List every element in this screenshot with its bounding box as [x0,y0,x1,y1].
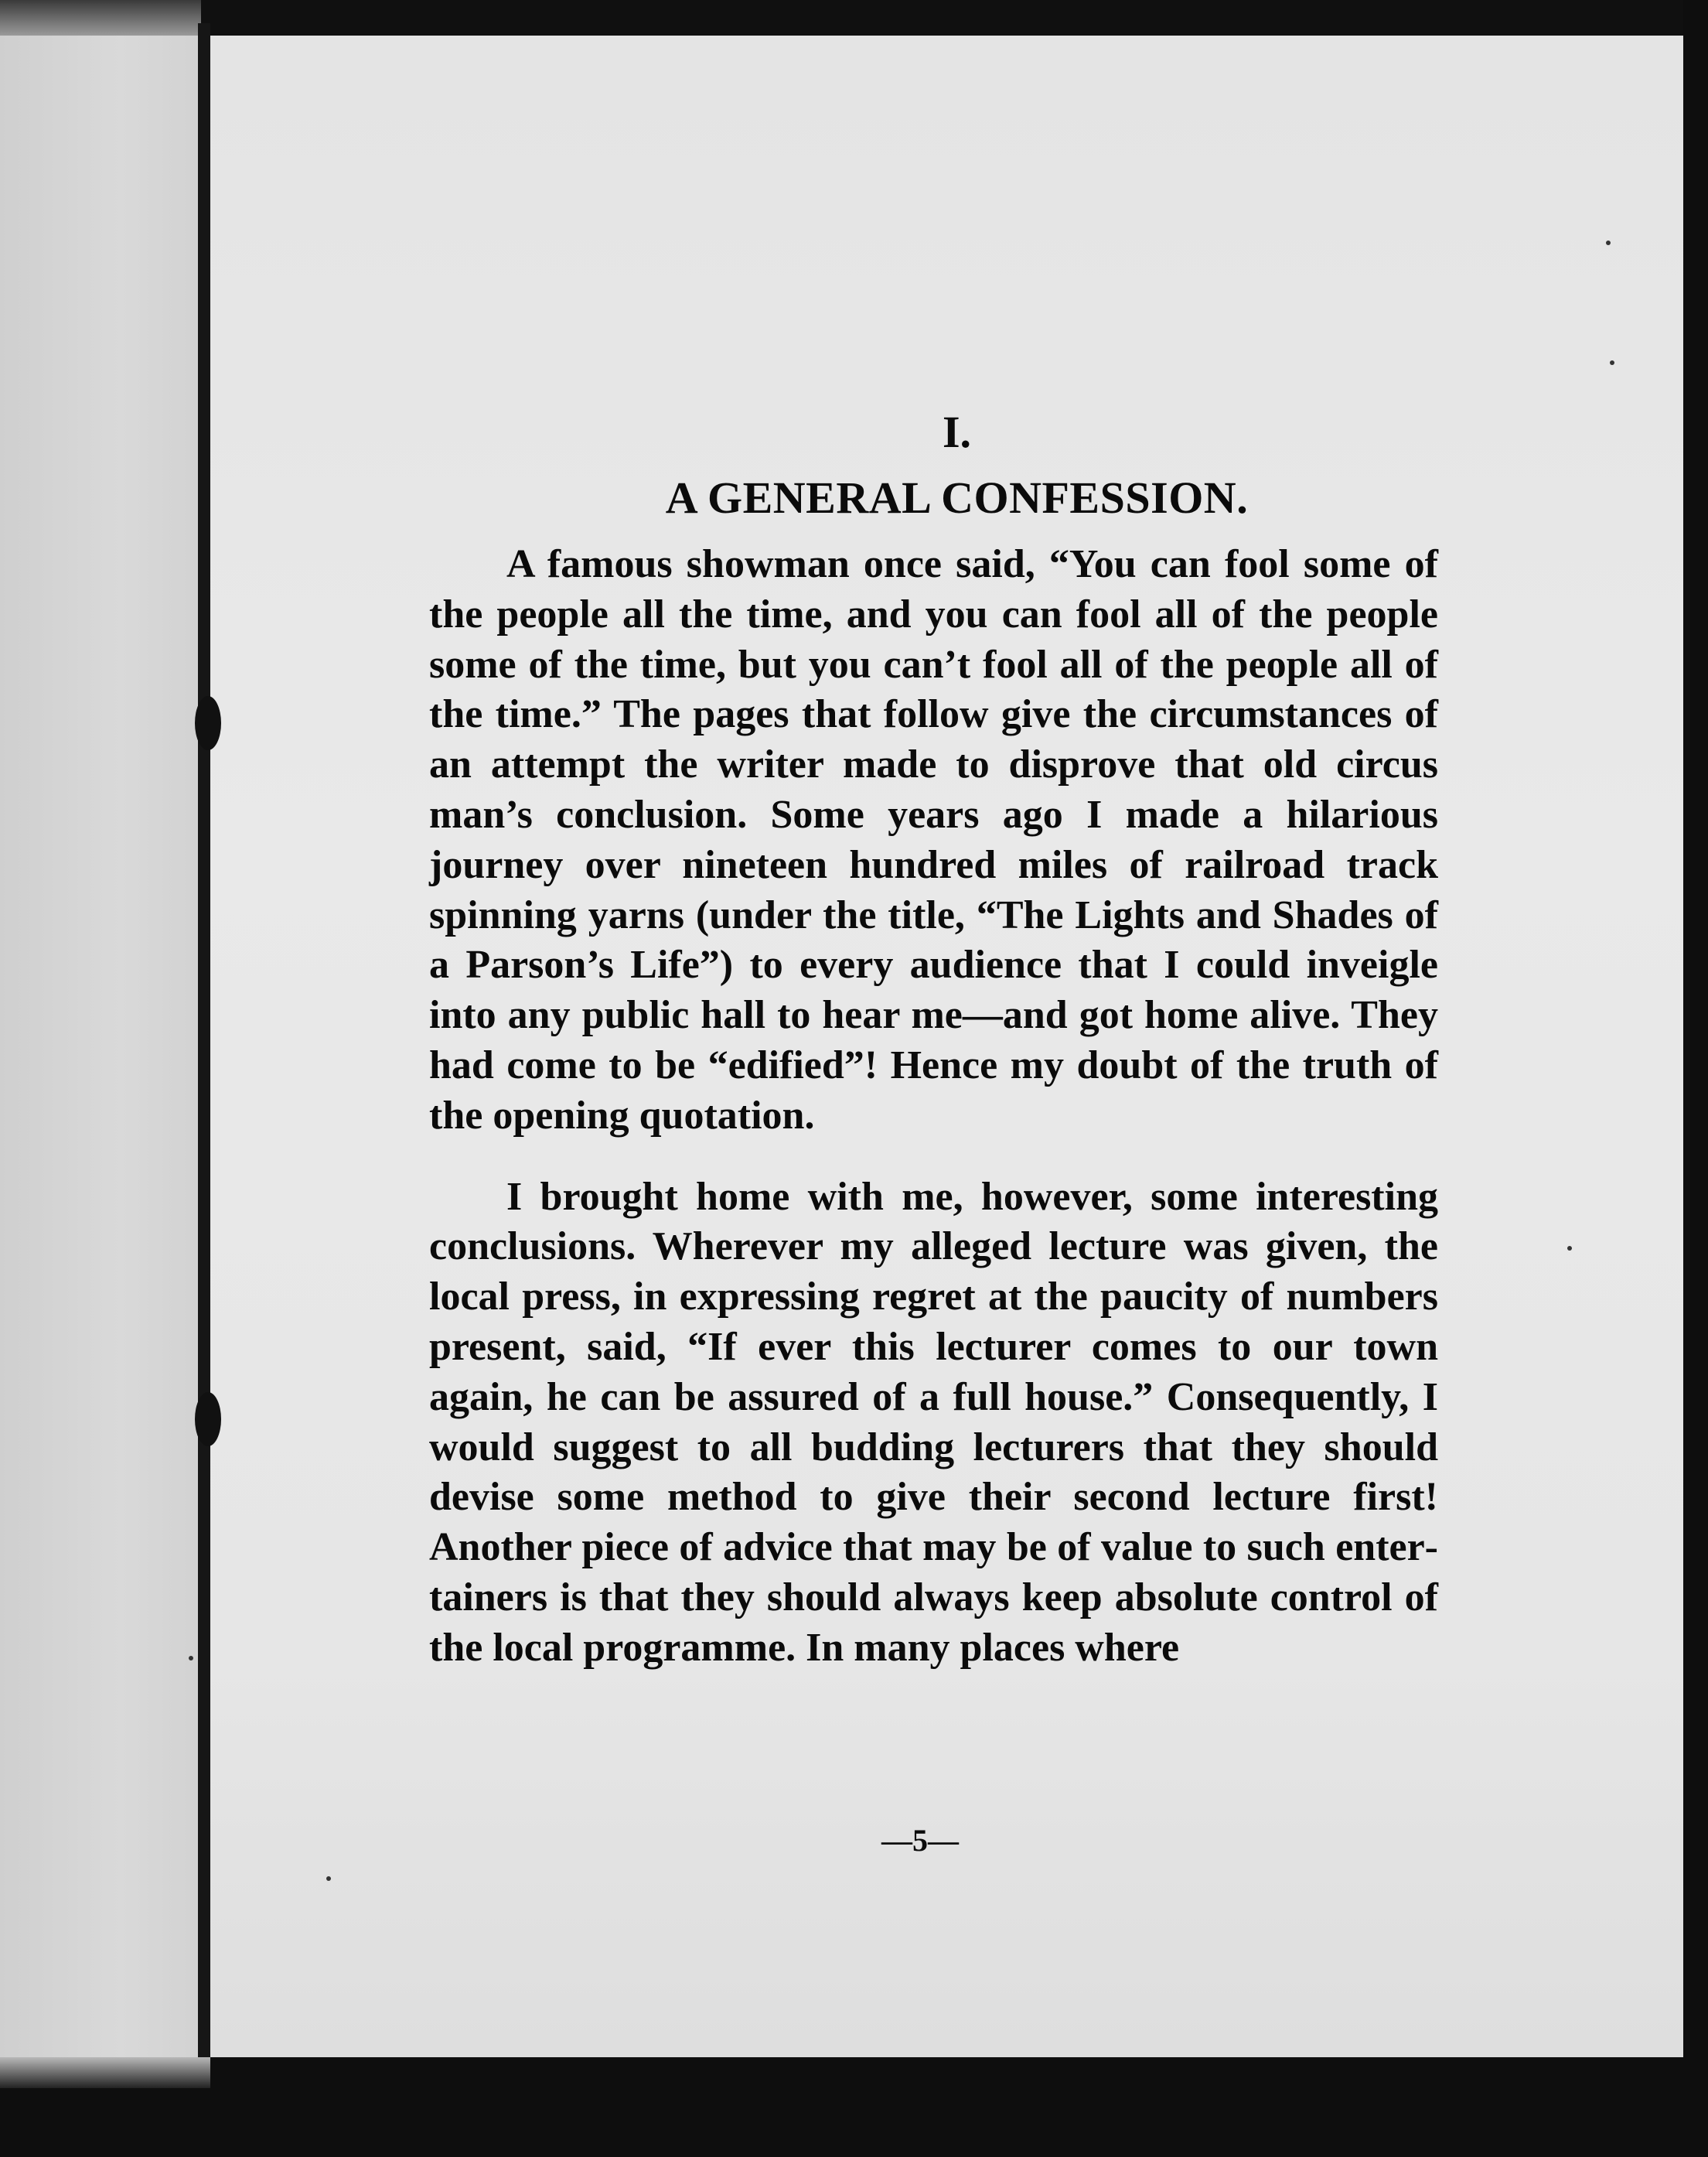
page-text [429,402,1438,1674]
ink-speck [326,1876,331,1881]
chapter-title: A GENERAL CONFESSION. [665,473,1249,523]
paragraph: I brought home with me, however, some interesting conclusions. Wherever my alleged lecture was given, the local press, in expressing regret at the paucity of numbers present, said, “If ever this lecturer comes to our town again, he can be assured of a full house.” Consequently, I would suggest to all budding lecturers that they should devise some method to give their second lecture first! Another piece of advice that may be of value to such entertainers is that they should always keep absolute control of the local programme. In many places where [429,1174,1438,1670]
ink-speck [189,1656,193,1660]
page-number: —5— [881,1823,959,1858]
bottom-scan-border [0,2057,1708,2157]
book-gutter-line [198,23,210,2057]
facing-page-margin [0,0,201,2157]
chapter-number: I. [942,407,972,457]
paragraph: A famous showman once said, “You can fool some of the people all the time, and you can fool all of the people some of the time, but you can’t fool all of the people all of the time.” The pages that follow give the circumstances of an attempt the writer made to disprove that old circus man’s conclusion. Some years ago I made a hilarious journey over nineteen hundred miles of railroad track spinning yarns (under the title, “The Lights and Shades of a Parson’s Life”) to every audience that I could inveigle into any public hall to hear me—and got home alive. They had come to be “edified”! Hence my doubt of the truth of the opening quotation. [429,542,1438,1138]
binding-hole [195,696,221,750]
ink-speck [1610,360,1614,365]
ink-speck [1606,241,1611,245]
right-scan-border [1683,0,1708,2157]
binding-hole [195,1392,221,1446]
top-scan-border [0,0,1708,36]
ink-speck [1567,1246,1572,1251]
